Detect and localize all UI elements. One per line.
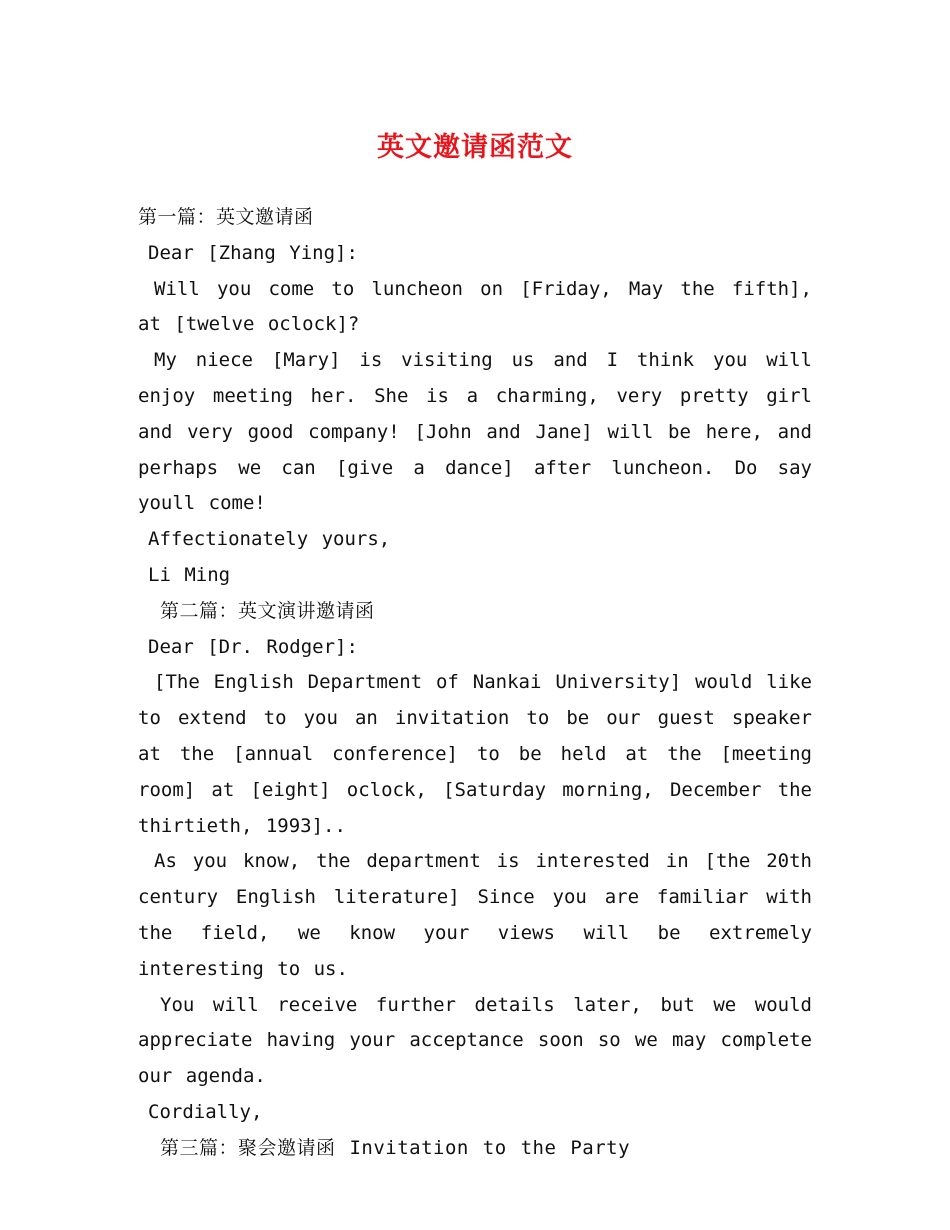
section-two-salutation: Dear [Dr. Rodger]: [148, 635, 358, 658]
document-body [138, 200, 812, 1167]
section-three-heading: 第三篇：聚会邀请函 Invitation to the Party [160, 1136, 631, 1159]
section-two-closing: Cordially, [148, 1100, 263, 1123]
section-two-paragraph-2: As you know, the department is interested in [the 20th century English literature] Since you are familiar with the field, we know your views will be extremely interesting to us. [138, 850, 812, 980]
section-two-paragraph-3: You will receive further details later, but we would appreciate having your acceptance soon so we may complete our agenda. [138, 993, 812, 1088]
section-two-heading: 第二篇：英文演讲邀请函 [160, 599, 375, 622]
section-one-paragraph-2: My niece [Mary] is visiting us and I think you will enjoy meeting her. She is a charming, very pretty girl and very good company! [John and Jane] will be here, and perhaps we can [give a dance] after luncheon. Do say youll come! [138, 349, 812, 515]
section-two-paragraph-1: [The English Department of Nankai University] would like to extend to you an invitation to be our guest speaker at the [annual conference] to be held at the [meeting room] at [eight] oclock, [Saturday morning, December the thirtieth, 1993].. [138, 671, 812, 837]
document-title: 英文邀请函范文 [377, 132, 573, 163]
section-one-salutation: Dear [Zhang Ying]: [148, 241, 358, 264]
section-one-signature: Li Ming [148, 563, 231, 586]
section-one-closing: Affectionately yours, [148, 528, 391, 551]
section-one-heading: 第一篇：英文邀请函 [138, 206, 314, 228]
section-one-paragraph-1: Will you come to luncheon on [Friday, May the fifth], at [twelve oclock]? [138, 277, 812, 336]
